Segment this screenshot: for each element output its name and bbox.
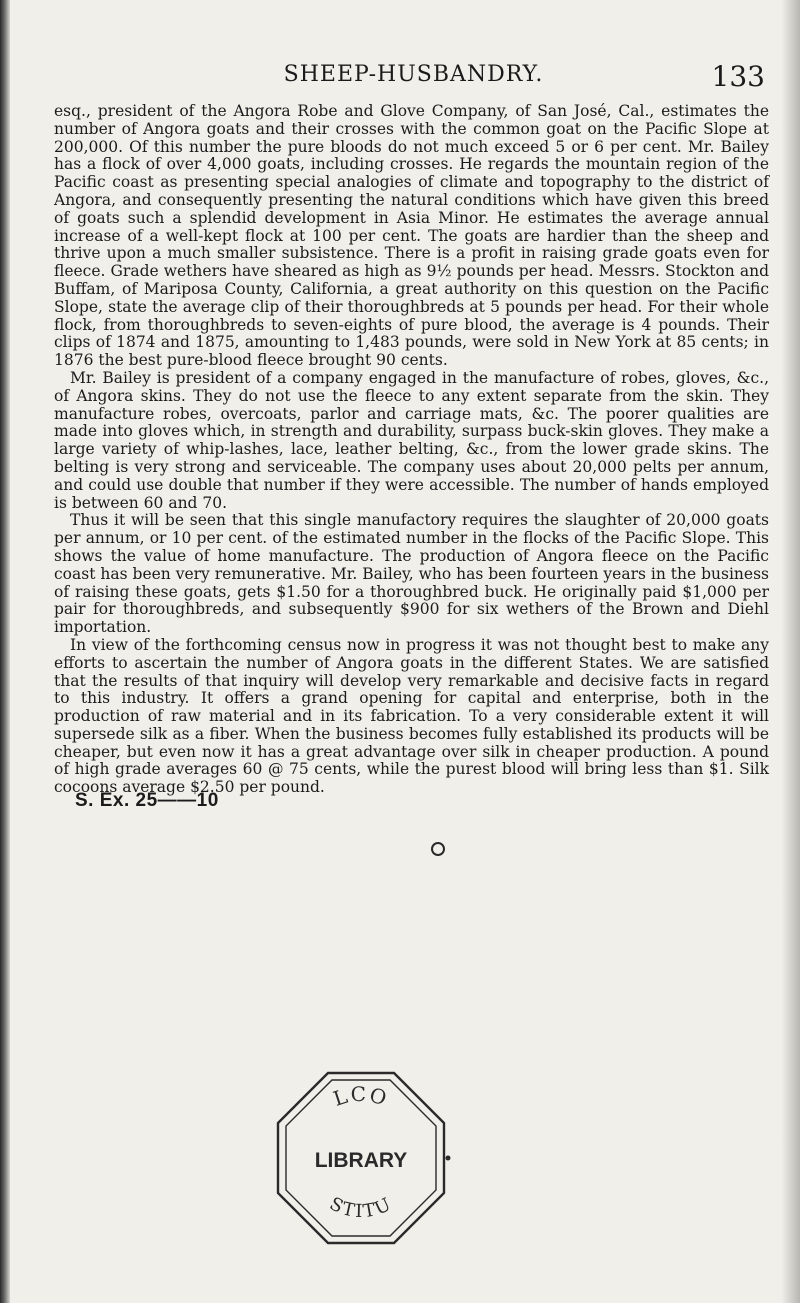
body-text bbox=[54, 103, 769, 797]
stamp-bottom-text: STITU bbox=[326, 1193, 396, 1223]
paragraph-4: In view of the forthcoming census now in progress it was not thought best to make any efforts to ascertain the number of Angora goats in the different States. We are satisfied that the results of that inquiry will develop very remarkable and decisive facts in regard to this industry. It offers a grand opening for capital and enterprise, both in the production of raw material and in its fabrication. To a very considerable extent it will supersede silk as a fiber. When the business becomes fully established its products will be cheaper, but even now it has a great advantage over silk in cheaper production. A pound of high grade averages 60 @ 75 cents, while the purest blood will bring less than $1. Silk cocoons average $2.50 per pound. bbox=[54, 635, 769, 797]
page-number: 133 bbox=[711, 60, 765, 93]
signature-line: S. Ex. 25——10 bbox=[75, 790, 219, 811]
stamp-dot bbox=[446, 1156, 451, 1161]
ring-mark bbox=[431, 842, 445, 856]
paragraph-1: esq., president of the Angora Robe and Glove Company, of San José, Cal., estimates the number of Angora goats and their crosses with the common goat on the Pacific Slope at 200,000. Of this number the pure bloods do not much exceed 5 or 6 per cent. Mr. Bailey has a flock of over 4,000 goats, including crosses. He regards the mountain region of the Pacific coast as presenting special analogies of climate and topography to the district of Angora, and consequently presenting the natural conditions which have given this breed of goats such a splendid development in Asia Minor. He estimates the average annual increase of a well-kept flock at 100 per cent. The goats are hardier than the sheep and thrive upon a much smaller subsistence. There is a profit in raising grade goats even for fleece. Grade wethers have sheared as high as 9½ pounds per head. Messrs. Stockton and Buffam, of Mariposa County, California, a great authority on this question on the Pacific Slope, state the average clip of their thoroughbreds at 5 pounds per head. For their whole flock, from thoroughbreds to seven-eights of pure blood, the average is 4 pounds. Their clips of 1874 and 1875, amounting to 1,483 pounds, were sold in New York at 85 cents; in 1876 the best pure-blood fleece brought 90 cents. bbox=[54, 102, 769, 370]
running-head: SHEEP-HUSBANDRY. bbox=[283, 62, 544, 87]
stamp-top-text: LCO bbox=[330, 1081, 392, 1111]
paragraph-2: Mr. Bailey is president of a company engaged in the manufacture of robes, gloves, &c., of Angora skins. They do not use the fleece to any extent separate from the skin. They manufacture robes, overcoats, parlor and carriage mats, &c. The poorer qualities are made into gloves which, in strength and durability, surpass buck-skin gloves. They make a large variety of whip-lashes, lace, leather belting, &c., from the lower grade skins. The belting is very strong and serviceable. The company uses about 20,000 pelts per annum, and could use double that number if they were accessible. The number of hands employed is between 60 and 70. bbox=[54, 368, 769, 512]
library-stamp bbox=[266, 1063, 456, 1253]
page-edge-shadow bbox=[782, 0, 800, 1303]
binding-shadow bbox=[0, 0, 10, 1303]
library-stamp-icon bbox=[266, 1063, 456, 1253]
stamp-center-text: LIBRARY bbox=[314, 1149, 408, 1172]
page-header bbox=[62, 62, 765, 92]
paragraph-3: Thus it will be seen that this single manufactory requires the slaughter of 20,000 goats per annum, or 10 per cent. of the estimated number in the flocks of the Pacific Slope. This shows the value of home manufacture. The production of Angora fleece on the Pacific coast has been very remunerative. Mr. Bailey, who has been fourteen years in the business of raising these goats, gets $1.50 for a thoroughbred buck. He originally paid $1,000 per pair for thoroughbreds, and subsequently $900 for six wethers of the Brown and Diehl importation. bbox=[54, 511, 769, 637]
